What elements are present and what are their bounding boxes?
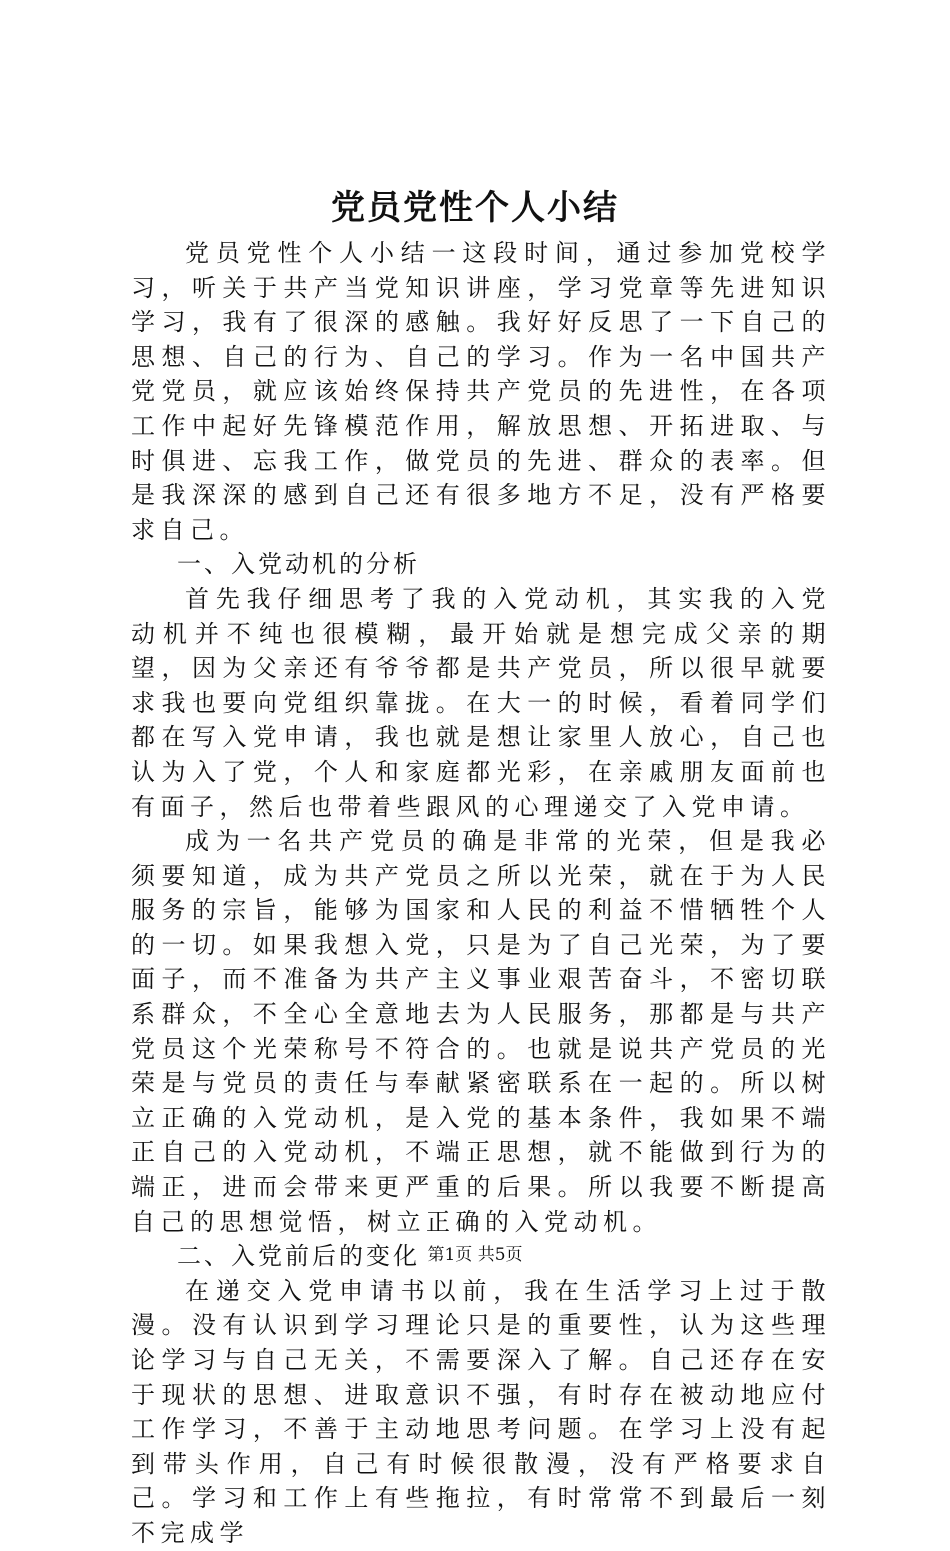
section-heading: 二、入党前后的变化 xyxy=(177,1242,420,1271)
document-title: 党员党性个人小结 xyxy=(331,188,619,228)
page-footer: 第1页 共5页 xyxy=(427,1245,523,1265)
document-body xyxy=(131,236,831,1551)
body-paragraph: 首先我仔细思考了我的入党动机，其实我的入党动机并不纯也很模糊，最开始就是想完成父亲的期望，因为父亲还有爷爷都是共产党员，所以很早就要求我也要向党组织靠拢。在大一的时候，看着同学们都在写入党申请，我也就是想让家里人放心，自己也认为入了党，个人和家庭都光彩，在亲戚朋友面前也有面子，然后也带着些跟风的心理递交了入党申请。 xyxy=(131,584,831,821)
body-paragraph: 在递交入党申请书以前，我在生活学习上过于散漫。没有认识到学习理论只是的重要性，认为这些理论学习与自己无关，不需要深入了解。自己还存在安于现状的思想、进取意识不强，有时存在被动地应付工作学习，不善于主动地思考问题。在学习上没有起到带头作用，自己有时候很散漫，没有严格要求自己。学习和工作上有些拖拉，有时常常不到最后一刻不完成学 xyxy=(131,1276,831,1547)
body-paragraph: 党员党性个人小结一这段时间，通过参加党校学习，听关于共产当党知识讲座，学习党章等先进知识学习，我有了很深的感触。我好好反思了一下自己的思想、自己的行为、自己的学习。作为一名中国共产党党员，就应该始终保持共产党员的先进性，在各项工作中起好先锋模范作用，解放思想、开拓进取、与时俱进、忘我工作，做党员的先进、群众的表率。但是我深深的感到自己还有很多地方不足，没有严格要求自己。 xyxy=(131,239,831,544)
body-paragraph: 成为一名共产党员的确是非常的光荣，但是我必须要知道，成为共产党员之所以光荣，就在于为人民服务的宗旨，能够为国家和人民的利益不惜牺牲个人的一切。如果我想入党，只是为了自己光荣，为了要面子，而不准备为共产主义事业艰苦奋斗，不密切联系群众，不全心全意地去为人民服务，那都是与共产党员这个光荣称号不符合的。也就是说共产党员的光荣是与党员的责任与奉献紧密联系在一起的。所以树立正确的入党动机，是入党的基本条件，我如果不端正自己的入党动机，不端正思想，就不能做到行为的端正，进而会带来更严重的后果。所以我要不断提高自己的思想觉悟，树立正确的入党动机。 xyxy=(131,827,831,1236)
section-heading: 一、入党动机的分析 xyxy=(177,550,420,579)
